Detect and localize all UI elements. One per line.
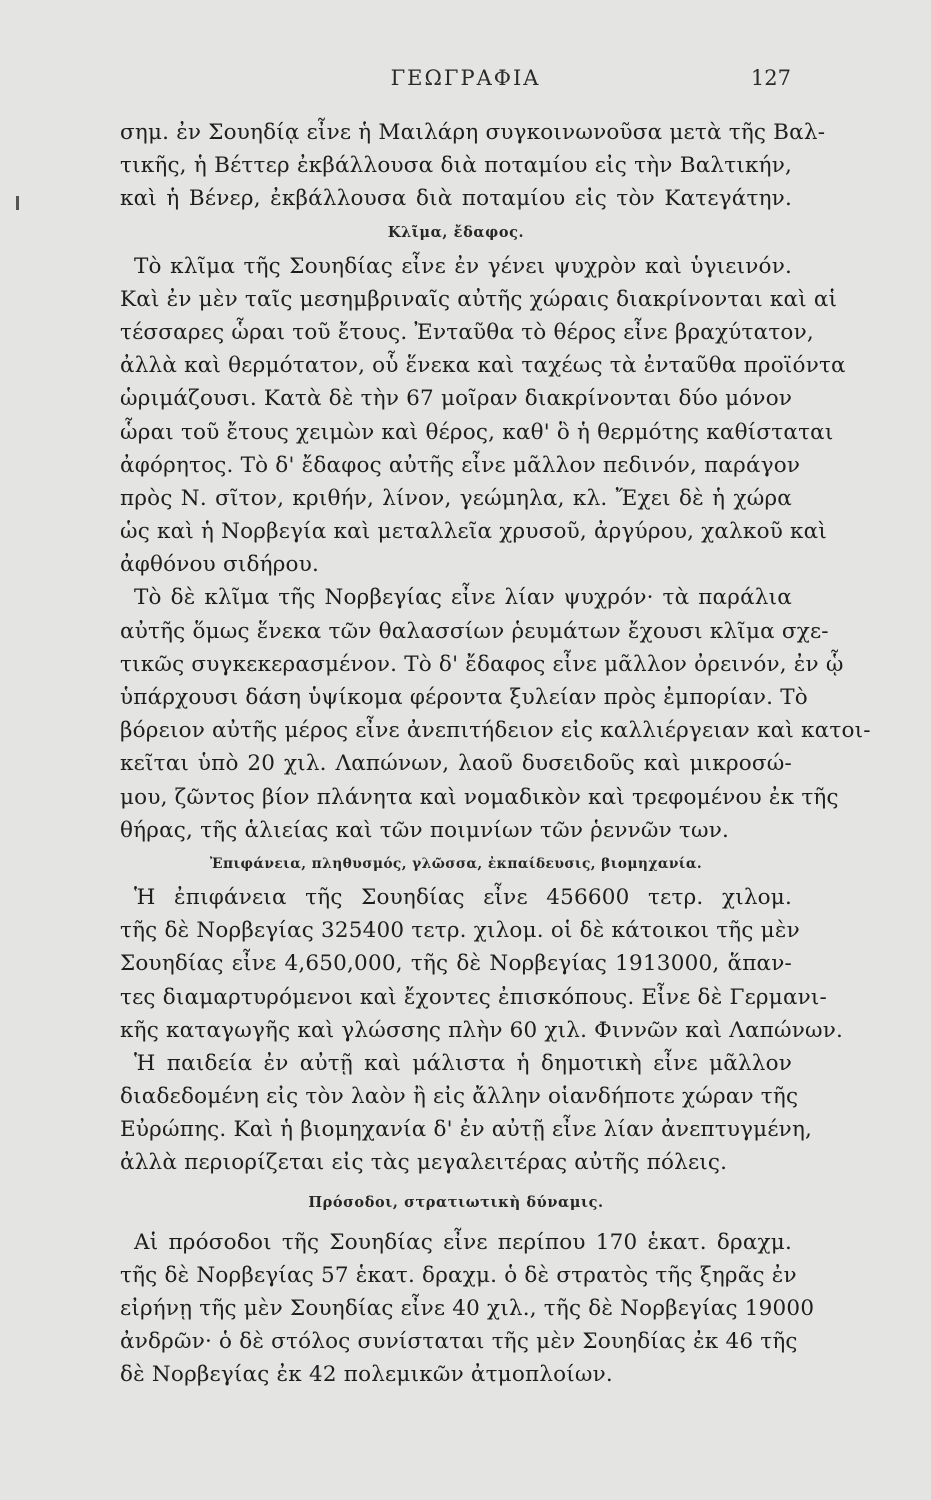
body-text (120, 116, 871, 1392)
text-line: ἀνδρῶν· ὁ δὲ στόλος συνίσταται τῆς μὲν Σουηδίας ἐκ 46 τῆς (120, 1329, 798, 1355)
text-line: ὧραι τοῦ ἔτους χειμὼν καὶ θέρος, καθ' ὃ ἡ θερμότης καθίσταται (120, 419, 834, 445)
text-line: δὲ Νορβεγίας ἐκ 42 πολεμικῶν ἀτμοπλοίων. (120, 1362, 613, 1388)
text-line: ὡριμάζουσι. Κατὰ δὲ τὴν 67 μοῖραν διακρίνονται δύο μόνον (120, 386, 793, 412)
text-line: ὡς καὶ ἡ Νορβεγία καὶ μεταλλεῖα χρυσοῦ, ἀργύρου, χαλκοῦ καὶ (120, 519, 828, 545)
text-line: βόρειον αὐτῆς μέρος εἶνε ἀνεπιτήδειον εἰς καλλιέργειαν καὶ κατοι- (120, 718, 871, 744)
section-heading-population: Ἐπιφάνεια, πληθυσμός, γλῶσσα, ἐκπαίδευσις, βιομηχανία. (209, 855, 703, 872)
text-line: Καὶ ἐν μὲν ταῖς μεσημβριναῖς αὐτῆς χώραις διακρίνονται καὶ αἱ (120, 286, 838, 312)
text-line: τικῶς συγκεκερασμένον. Τὸ δ' ἔδαφος εἶνε μᾶλλον ὀρεινόν, ἐν ᾧ (120, 651, 844, 677)
text-line: τες διαμαρτυρόμενοι καὶ ἔχοντες ἐπισκόπους. Εἶνε δὲ Γερμανι- (120, 984, 828, 1010)
section-heading-revenue: Πρόσοδοι, στρατιωτικὴ δύναμις. (308, 1193, 604, 1211)
margin-mark (16, 196, 19, 210)
text-line: κεῖται ὑπὸ 20 χιλ. Λαπώνων, λαοῦ δυσειδοῦς καὶ μικροσώ- (120, 751, 792, 777)
text-line: θήρας, τῆς ἁλιείας καὶ τῶν ποιμνίων τῶν ῥεννῶν των. (120, 817, 730, 843)
section-heading-climate: Κλῖμα, ἔδαφος. (387, 223, 525, 241)
text-line: τῆς δὲ Νορβεγίας 57 ἑκατ. δραχμ. ὁ δὲ στρατὸς τῆς ξηρᾶς ἐν (120, 1262, 797, 1288)
text-line: αὐτῆς ὅμως ἕνεκα τῶν θαλασσίων ῥευμάτων ἔχουσι κλῖμα σχε- (120, 618, 829, 644)
text-line: Ἡ παιδεία ἐν αὐτῇ καὶ μάλιστα ἡ δημοτικὴ εἶνε μᾶλλον (134, 1050, 792, 1076)
text-line: πρὸς Ν. σῖτον, κριθήν, λίνον, γεώμηλα, κλ. Ἔχει δὲ ἡ χώρα (120, 485, 792, 511)
text-line: τέσσαρες ὧραι τοῦ ἔτους. Ἐνταῦθα τὸ θέρος εἶνε βραχύτατον, (120, 319, 814, 345)
text-line: ἀφόρητος. Τὸ δ' ἔδαφος αὐτῆς εἶνε μᾶλλον πεδινόν, παράγον (120, 452, 801, 478)
text-line: διαδεδομένη εἰς τὸν λαὸν ἢ εἰς ἄλλην οἱανδήποτε χώραν τῆς (120, 1084, 799, 1110)
text-line: Ἡ ἐπιφάνεια τῆς Σουηδίας εἶνε 456600 τετρ. χιλομ. (134, 884, 792, 910)
text-line: καὶ ἡ Βένερ, ἐκβάλλουσα διὰ ποταμίου εἰς τὸν Κατεγάτην. (120, 186, 792, 212)
text-line: μου, ζῶντος βίον πλάνητα καὶ νομαδικὸν καὶ τρεφομένου ἐκ τῆς (120, 784, 839, 810)
text-line: σημ. ἐν Σουηδίᾳ εἶνε ἡ Μαιλάρη συγκοινωνοῦσα μετὰ τῆς Βαλ- (120, 120, 826, 145)
text-line: εἰρήνῃ τῆς μὲν Σουηδίας εἶνε 40 χιλ., τῆς δὲ Νορβεγίας 19000 (120, 1296, 815, 1321)
text-line: ὑπάρχουσι δάση ὑψίκομα φέροντα ξυλείαν πρὸς ἐμπορίαν. Τὸ (120, 685, 808, 710)
text-line: ἀφθόνου σιδήρου. (120, 552, 319, 578)
page-header (0, 66, 931, 96)
text-line: Τὸ κλῖμα τῆς Σουηδίας εἶνε ἐν γένει ψυχρὸν καὶ ὑγιεινόν. (134, 253, 792, 279)
text-line: τῆς δὲ Νορβεγίας 325400 τετρ. χιλομ. οἱ δὲ κάτοικοι τῆς μὲν (120, 918, 800, 944)
text-line: ἀλλὰ καὶ θερμότατον, οὗ ἕνεκα καὶ ταχέως τὰ ἐνταῦθα προϊόντα (120, 353, 846, 379)
text-line: Τὸ δὲ κλῖμα τῆς Νορβεγίας εἶνε λίαν ψυχρόν· τὰ παράλια (134, 585, 792, 611)
running-title: ΓΕΩΓΡΑΦΙΑ (390, 66, 541, 90)
text-line: κῆς καταγωγῆς καὶ γλώσσης πλὴν 60 χιλ. Φιννῶν καὶ Λαπώνων. (120, 1017, 844, 1043)
page-number: 127 (750, 66, 791, 90)
text-line: Εὐρώπης. Καὶ ἡ βιομηχανία δ' ἐν αὐτῇ εἶνε λίαν ἀνεπτυγμένη, (120, 1117, 813, 1143)
text-line: Αἱ πρόσοδοι τῆς Σουηδίας εἶνε περίπου 170 ἑκατ. δραχμ. (134, 1229, 792, 1255)
text-line: τικῆς, ἡ Βέττερ ἐκβάλλουσα διὰ ποταμίου εἰς τὴν Βαλτικήν, (120, 153, 792, 179)
text-line: Σουηδίας εἶνε 4,650,000, τῆς δὲ Νορβεγίας 1913000, ἅπαν- (120, 951, 792, 977)
text-line: ἀλλὰ περιορίζεται εἰς τὰς μεγαλειτέρας αὐτῆς πόλεις. (120, 1150, 728, 1176)
